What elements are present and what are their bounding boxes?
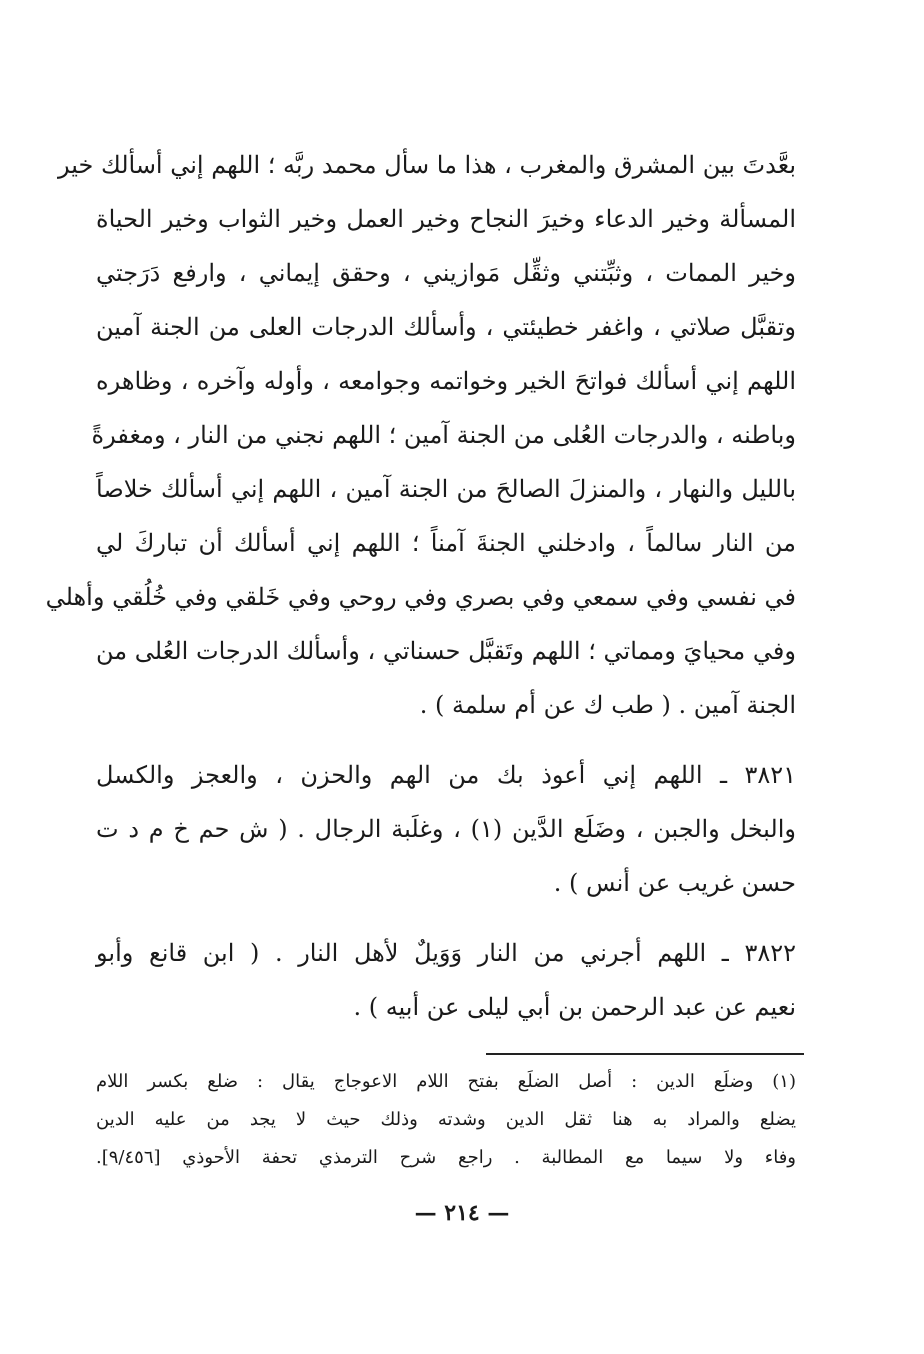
footnote-divider bbox=[486, 1053, 804, 1055]
text-line: نعيم عن عبد الرحمن بن أبي ليلى عن أبيه ) . bbox=[353, 993, 796, 1021]
main-text bbox=[45, 138, 796, 1034]
text-line: وخير الممات ، وثبِّتني وثقِّل مَوازيني ، وحقق إيماني ، وارفع دَرَجتي bbox=[96, 259, 796, 287]
footnote-line: (١) وضلَع الدين : أصل الضلَع بفتح اللام الاعوجاج يقال : ضلع بكسر اللام bbox=[96, 1071, 796, 1092]
text-line: ٣٨٢١ ـ اللهم إني أعوذ بك من الهم والحزن ، والعجز والكسل bbox=[96, 761, 796, 789]
text-line: المسألة وخير الدعاء وخيرَ النجاح وخير العمل وخير الثواب وخير الحياة bbox=[96, 205, 796, 233]
text-line: حسن غريب عن أنس ) . bbox=[553, 869, 796, 897]
footnote-line: وفاء ولا سيما مع المطالبة . راجع شرح الترمذي تحفة الأحوذي [٩/٤٥٦]. bbox=[96, 1147, 796, 1168]
paragraph-hadith-continuation bbox=[45, 138, 796, 732]
paragraph-hadith-3822 bbox=[96, 926, 796, 1034]
text-line: اللهم إني أسألك فواتحَ الخير وخواتمه وجوامعه ، وأوله وآخره ، وظاهره bbox=[96, 367, 796, 395]
text-line: بعَّدتَ بين المشرق والمغرب ، هذا ما سأل محمد ربَّه ؛ اللهم إني أسألك خير bbox=[58, 151, 796, 179]
text-line: في نفسي وفي سمعي وفي بصري وفي روحي وفي خَلقي وفي خُلُقي وأهلي bbox=[45, 583, 796, 611]
text-line: والبخل والجبن ، وضَلَع الدَّين (١) ، وغلَبة الرجال . ( ش حم خ م د ت bbox=[96, 815, 796, 843]
text-line: وفي محيايَ ومماتي ؛ اللهم وتَقبَّل حسناتي ، وأسألك الدرجات العُلى من bbox=[96, 637, 796, 665]
text-line: الجنة آمين . ( طب ك عن أم سلمة ) . bbox=[419, 691, 796, 719]
footnote bbox=[96, 1063, 796, 1177]
text-line: وتقبَّل صلاتي ، واغفر خطيئتي ، وأسألك الدرجات العلى من الجنة آمين bbox=[96, 313, 796, 341]
text-line: من النار سالماً ، وادخلني الجنةَ آمناً ؛ اللهم إني أسألك أن تباركَ لي bbox=[96, 529, 796, 557]
text-line: بالليل والنهار ، والمنزلَ الصالحَ من الجنة آمين ، اللهم إني أسألك خلاصاً bbox=[96, 475, 796, 503]
text-line: ٣٨٢٢ ـ اللهم أجرني من النار وَوَيلٌ لأهل النار . ( ابن قانع وأبو bbox=[96, 939, 796, 967]
page-number: — ٢١٤ — bbox=[414, 1200, 510, 1226]
paragraph-hadith-3821 bbox=[96, 748, 796, 910]
text-line: وباطنه ، والدرجات العُلى من الجنة آمين ؛ اللهم نجني من النار ، ومغفرةً bbox=[91, 421, 796, 449]
footnote-line: يضلع والمراد به هنا ثقل الدين وشدته وذلك حيث لا يجد من عليه الدين bbox=[96, 1109, 796, 1130]
